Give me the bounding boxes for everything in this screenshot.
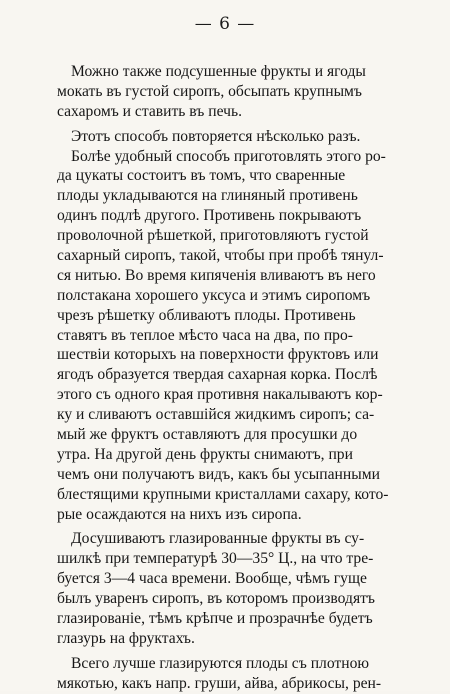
text-line: одинъ подлѣ другого. Противень покрываютъ [57, 207, 362, 225]
text-line: плоды укладываются на глиняный противень [57, 187, 358, 205]
text-line: Этотъ способъ повторяется нѣсколько разъ. [71, 127, 361, 145]
paragraph [57, 127, 415, 147]
paragraph [57, 654, 415, 694]
text-line: сахарный сиропъ, такой, чтобы при пробѣ тянул- [57, 247, 384, 265]
text-line: мый же фруктъ оставляютъ для просушки до [57, 426, 358, 444]
text-line: глазурь на фруктахъ. [57, 629, 195, 647]
text-line: Болѣе удобный способъ приготовлять этого ро- [71, 147, 386, 165]
text-line: буется 3—4 часа времени. Вообще, чѣмъ гуще [57, 570, 367, 588]
text-line: проволочной рѣшеткой, приготовляютъ густой [57, 227, 369, 245]
text-line: да цукаты состоитъ въ томъ, что сваренные [57, 167, 346, 185]
text-line: чемъ они получаютъ видъ, какъ бы усыпанными [57, 465, 380, 483]
text-line: ся нитью. Во время кипяченія вливаютъ въ него [57, 266, 376, 284]
text-line: мокать въ густой сиропъ, обсыпать крупнымъ [57, 82, 362, 100]
text-line: сахаромъ и ставить въ печь. [57, 102, 242, 120]
paragraph [57, 62, 415, 122]
paragraph [57, 529, 415, 648]
text-line: полстакана хорошего уксуса и этимъ сиропомъ [57, 286, 371, 304]
text-line: шествіи которыхъ на поверхности фруктовъ или [57, 346, 379, 364]
body-text [57, 62, 415, 694]
text-line: ку и сливаютъ оставшійся жидкимъ сиропъ; са- [57, 406, 375, 424]
text-line: этого съ одного края противня накалываютъ кор- [57, 386, 383, 404]
text-line: былъ уваренъ сиропъ, въ которомъ производятъ [57, 590, 375, 608]
text-line: шилкѣ при температурѣ 30—35° Ц., на что тре- [57, 550, 374, 568]
text-line: блестящими крупными кристаллами сахару, кото- [57, 485, 389, 503]
paragraph [57, 147, 415, 525]
text-line: глазированіе, тѣмъ крѣпче и прозрачнѣе будетъ [57, 610, 373, 628]
text-line: Всего лучше глазируются плоды съ плотною [71, 654, 370, 672]
text-line: Можно также подсушенные фрукты и ягоды [71, 63, 366, 80]
text-line: рые осаждаются на нихъ изъ сиропа. [57, 505, 302, 523]
text-line: мякотью, какъ напр. груши, айва, абрикосы, рен- [57, 674, 382, 692]
text-line: Досушиваютъ глазированные фрукты въ су- [71, 530, 365, 548]
text-line: ягодъ образуется твердая сахарная корка. Послѣ [57, 366, 378, 384]
text-line: чрезъ рѣшетку обливаютъ плоды. Противень [57, 306, 356, 324]
text-line: ставятъ въ теплое мѣсто часа на два, по про- [57, 326, 353, 344]
page-number: — 6 — [194, 14, 256, 34]
text-line: утра. На другой день фрукты снимаютъ, при [57, 445, 353, 463]
